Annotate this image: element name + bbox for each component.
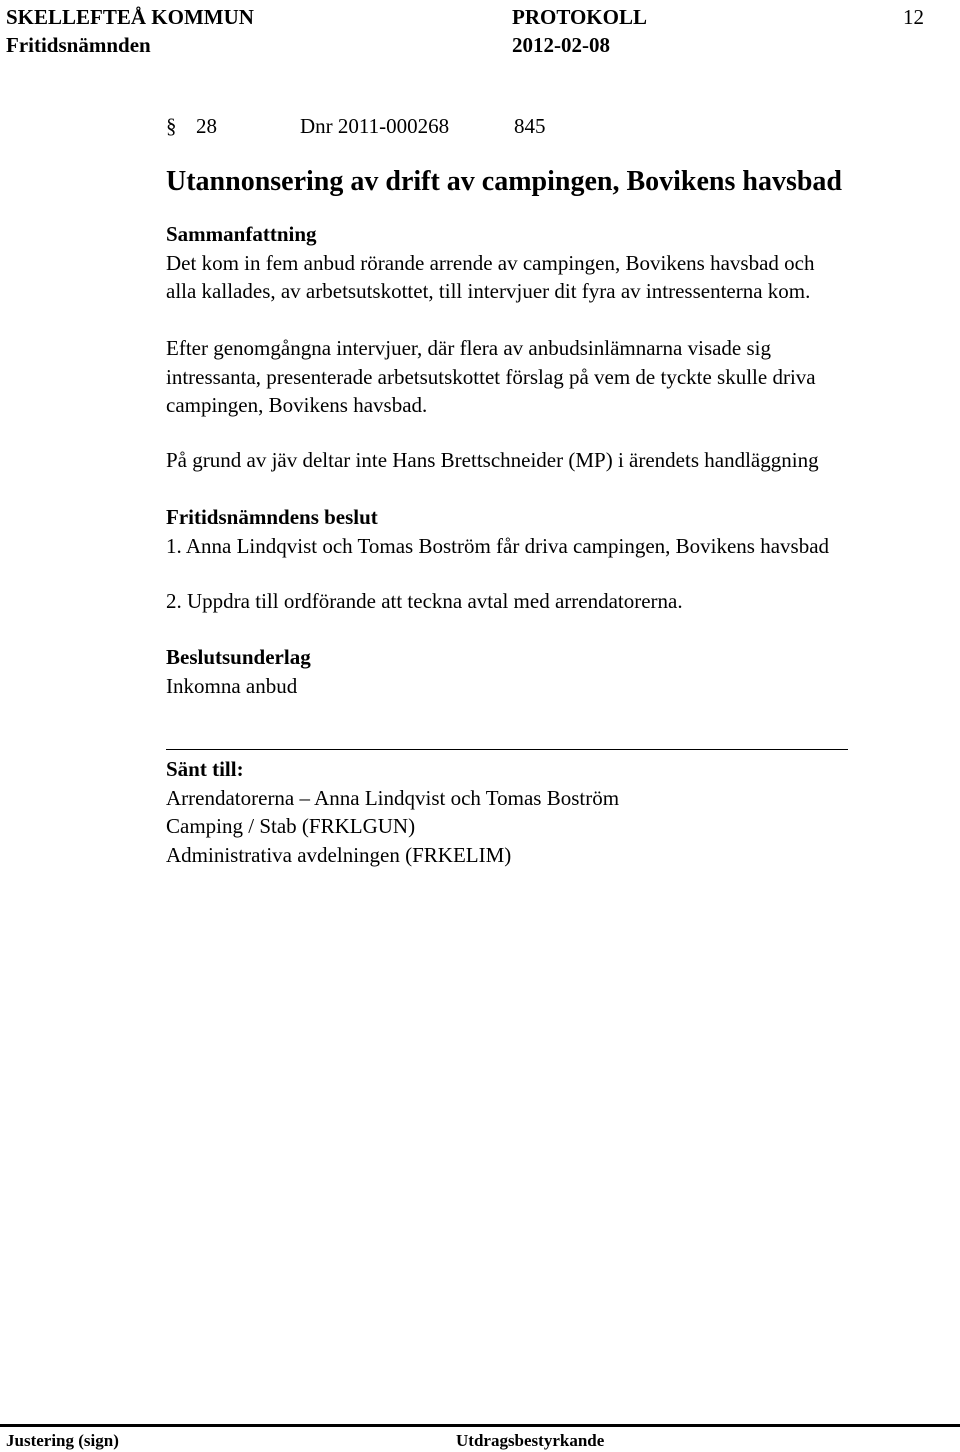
- footer-justering-label: Justering (sign): [6, 1431, 119, 1450]
- header-page-number: 12: [903, 5, 924, 29]
- header-date: 2012-02-08: [512, 33, 610, 57]
- page-title: Utannonsering av drift av campingen, Bovikens havsbad: [166, 166, 843, 197]
- paragraph-line: På grund av jäv deltar inte Hans Brettschneider (MP) i ärendets handläggning: [166, 448, 819, 472]
- decision-block-2: [166, 587, 946, 616]
- paragraph-line: intressanta, presenterade arbetsutskottet förslag på vem de tyckte skulle driva: [166, 364, 816, 389]
- decision-heading: Fritidsnämndens beslut: [166, 505, 378, 529]
- decision-block: [166, 503, 946, 560]
- paragraph-line: campingen, Bovikens havsbad.: [166, 393, 428, 418]
- sent-to-line: Camping / Stab (FRKLGUN): [166, 814, 416, 839]
- decision-item: 2. Uppdra till ordförande att teckna avtal med arrendatorerna.: [166, 589, 683, 613]
- header-organization: SKELLEFTEÅ KOMMUN: [6, 5, 254, 29]
- section-number: 28: [196, 114, 217, 138]
- decision-item: 1. Anna Lindqvist och Tomas Boström får driva campingen, Bovikens havsbad: [166, 533, 830, 558]
- paragraph-conflict-of-interest: [166, 446, 946, 475]
- section-symbol: §: [166, 114, 177, 138]
- divider-line: [166, 749, 848, 750]
- header-document-type: PROTOKOLL: [512, 5, 647, 29]
- sent-to-line: Administrativa avdelningen (FRKELIM): [166, 842, 512, 867]
- paragraph-interviews: [166, 334, 946, 420]
- summary-block: [166, 220, 946, 306]
- section-code: 845: [514, 114, 546, 138]
- summary-heading: Sammanfattning: [166, 222, 317, 246]
- basis-block: [166, 643, 946, 700]
- sent-to-heading: Sänt till:: [166, 757, 244, 781]
- section-dnr: Dnr 2011-000268: [300, 114, 450, 138]
- header-committee: Fritidsnämnden: [6, 33, 151, 57]
- sent-to-block: [166, 755, 946, 869]
- summary-line: Det kom in fem anbud rörande arrende av campingen, Bovikens havsbad och: [166, 250, 815, 275]
- paragraph-line: Efter genomgångna intervjuer, där flera av anbudsinlämnarna visade sig: [166, 336, 772, 360]
- section-reference: [166, 112, 546, 141]
- summary-line: alla kallades, av arbetsutskottet, till intervjuer dit fyra av intressenterna kom.: [166, 279, 811, 304]
- footer-utdrag-label: Utdragsbestyrkande: [456, 1431, 605, 1450]
- basis-heading: Beslutsunderlag: [166, 645, 311, 669]
- sent-to-line: Arrendatorerna – Anna Lindqvist och Tomas Boström: [166, 785, 620, 810]
- footer-rule: [0, 1424, 960, 1427]
- basis-text: Inkomna anbud: [166, 673, 298, 698]
